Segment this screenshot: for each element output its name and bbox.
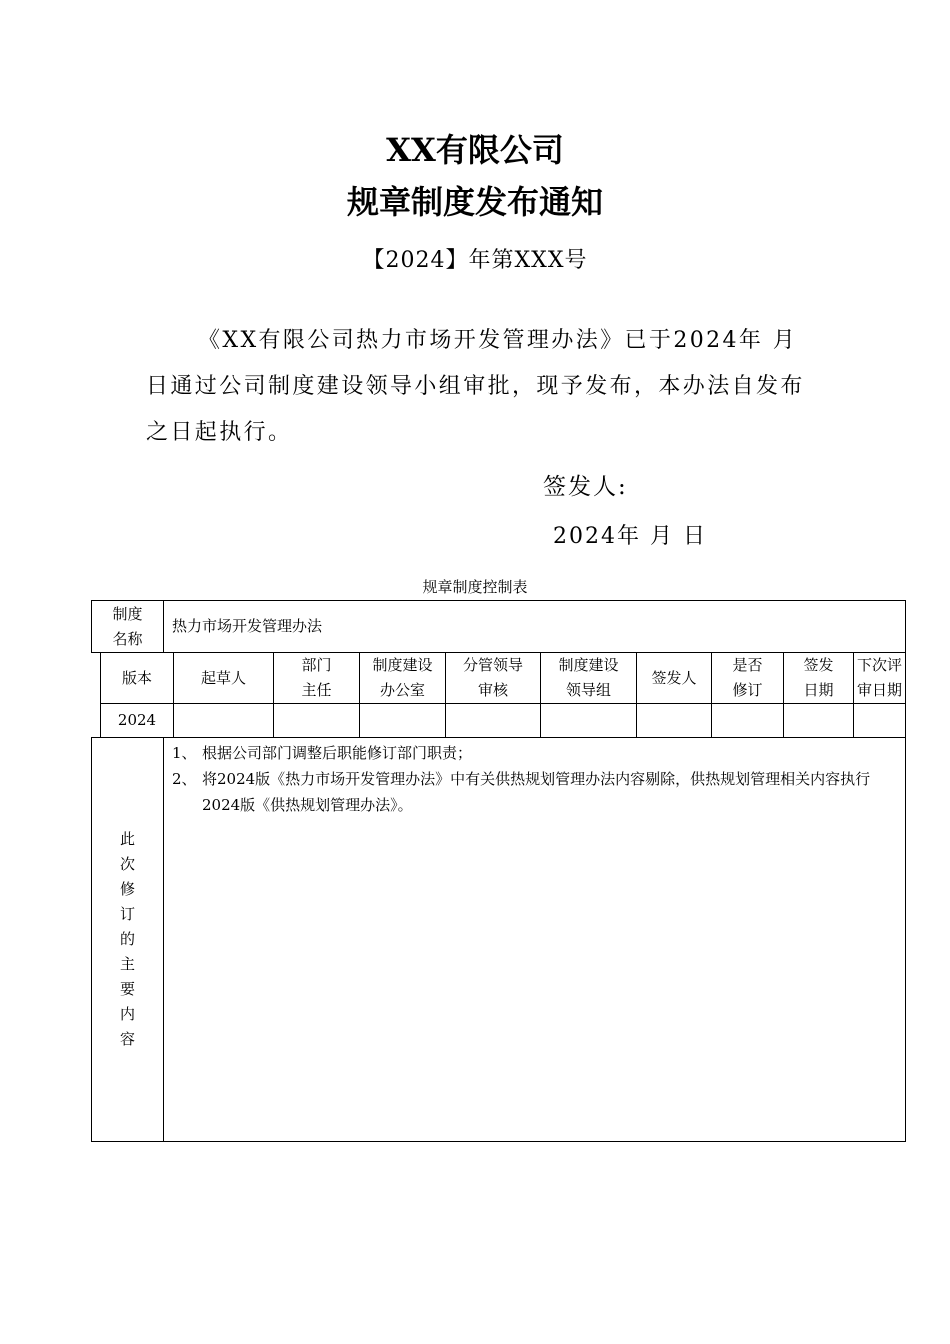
- header-cell: 起草人: [174, 653, 274, 704]
- header-cell: 是否修订: [712, 653, 784, 704]
- name-value-cell: [164, 601, 906, 653]
- name-row: [92, 601, 906, 653]
- signer-label: 签发人:: [543, 474, 628, 500]
- document-number: 【2024】年第XXX号: [362, 248, 588, 273]
- value-cell: [446, 704, 541, 738]
- value-cell: [854, 704, 906, 738]
- table-spacer: [92, 653, 101, 704]
- value-cell: [174, 704, 274, 738]
- name-value: 热力市场开发管理办法: [172, 617, 323, 635]
- value-cell: [360, 704, 446, 738]
- value-cell: [784, 704, 854, 738]
- value-cell: [637, 704, 712, 738]
- revision-item: 1、 根据公司部门调整后职能修订部门职责；: [172, 744, 473, 762]
- value-cell: [712, 704, 784, 738]
- revision-item: 2、 将2024版《热力市场开发管理办法》中有关供热规划管理办法内容剔除，供热规划管理相关内容执行2024版《供热规划管理办法》。: [172, 770, 871, 814]
- header-cell: 制度建设办公室: [360, 653, 446, 704]
- header-cell: 签发人: [637, 653, 712, 704]
- control-table-caption: 规章制度控制表: [422, 578, 528, 596]
- table-spacer: [92, 704, 101, 738]
- value-cell: [541, 704, 637, 738]
- value-cell: [274, 704, 360, 738]
- revision-content-cell: [164, 738, 906, 1142]
- header-cell: 分管领导审核: [446, 653, 541, 704]
- revision-label: 此次修订的主要内容: [120, 830, 136, 1048]
- value-cell: 2024: [101, 704, 174, 738]
- sign-date: 2024年 月 日: [553, 524, 707, 549]
- notice-paragraph-text: 《XX有限公司热力市场开发管理办法》已于2024年 月日通过公司制度建设领导小组审批，现予发布，本办法自发布之日起执行。: [146, 328, 805, 445]
- revision-label-cell: [92, 738, 164, 1142]
- notice-paragraph: [146, 318, 806, 456]
- header-cell: 版本: [101, 653, 174, 704]
- name-label: 制度名称: [112, 604, 143, 648]
- company-title: XX有限公司: [386, 131, 564, 169]
- header-cell: 下次评审日期: [854, 653, 906, 704]
- header-cell: 部门主任: [274, 653, 360, 704]
- header-cell: 签发日期: [784, 653, 854, 704]
- revision-row: [92, 738, 906, 1142]
- version-row: [92, 704, 906, 738]
- header-row: [92, 653, 906, 704]
- name-label-cell: [92, 601, 164, 653]
- header-cell: 制度建设领导组: [541, 653, 637, 704]
- control-table: [91, 600, 906, 1142]
- notice-title: 规章制度发布通知: [346, 183, 603, 221]
